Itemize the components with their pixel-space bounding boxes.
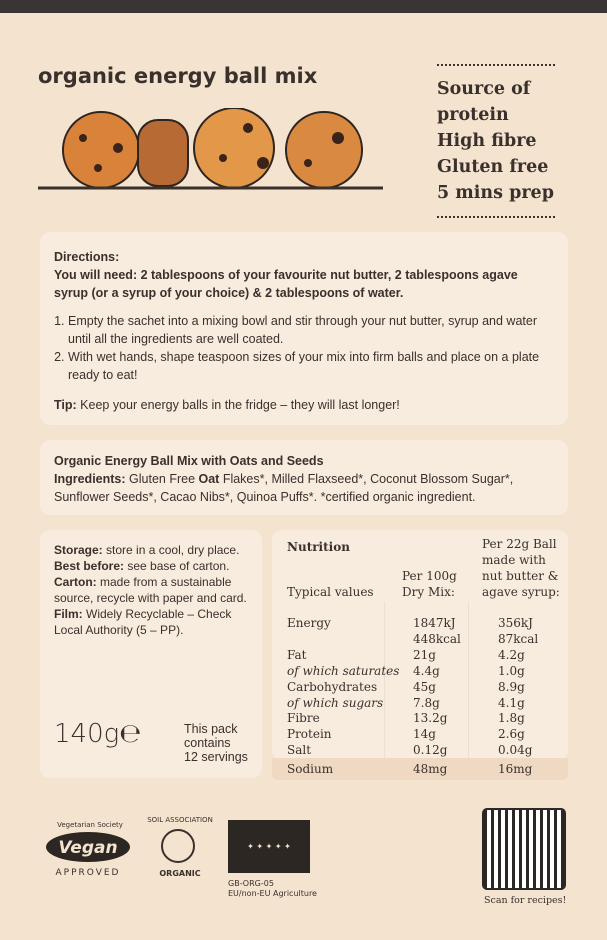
ingredients-text: [54, 470, 554, 506]
storage-line: [54, 542, 248, 558]
tip: [54, 396, 554, 414]
nutrient-label: Fibre: [287, 711, 320, 726]
ingredients-panel: [40, 440, 568, 515]
nutrient-label: of which saturates: [287, 663, 400, 678]
h: agave syrup:: [482, 585, 560, 599]
typical-values-label: Typical values: [287, 585, 374, 599]
eu-agriculture: EU/non-EU Agriculture: [228, 889, 317, 898]
h: Per 100g: [402, 569, 457, 583]
eu-organic-logo: [228, 820, 317, 899]
tip-label: Tip:: [54, 398, 77, 412]
vegan-logo-text: Vegetarian Society: [57, 821, 123, 829]
col1-header: [402, 568, 457, 600]
claim: High fibre: [437, 131, 537, 151]
eu-code: GB-ORG-05: [228, 879, 274, 888]
nutrient-value: 8.9g: [498, 679, 525, 694]
storage-line: [54, 574, 248, 606]
nutrient-value: 356kJ: [498, 616, 533, 630]
nutrient-value: 1.0g: [498, 663, 525, 678]
nutrient-value: 448kcal: [413, 631, 461, 646]
nutrient-value: 4.2g: [498, 647, 525, 662]
nutrient-value: 21g: [413, 647, 436, 662]
nutrient-label: Protein: [287, 727, 332, 742]
directions-panel: [40, 232, 568, 425]
net-weight: 140g℮: [54, 719, 142, 749]
divider: [384, 602, 385, 758]
text: Widely Recyclable – Check Local Authority (5 – PP).: [54, 607, 232, 637]
vegan-logo-text: Vegan: [58, 838, 118, 858]
ingredients-part: Flakes*, Milled Flaxseed*, Coconut Blossom Sugar*, Sunflower Seeds*, Cacao Nibs*, Quinoa Puffs*. *certified organic ingredient.: [54, 472, 514, 504]
energy-balls-illustration: [38, 108, 388, 192]
nutrient-label: of which sugars: [287, 695, 384, 710]
nutrition-table: [272, 530, 568, 776]
sodium-label: Sodium: [287, 762, 334, 776]
soil-association-logo: [145, 812, 215, 880]
nutrient-value: 87kcal: [498, 631, 539, 646]
nutrient-value: 4.4g: [413, 663, 440, 678]
pack-line: This pack: [184, 722, 238, 736]
sodium-per-ball: 16mg: [498, 762, 533, 776]
text: made from a sustainable source, recycle with paper and card.: [54, 575, 247, 605]
nutrient-label: Energy: [287, 616, 331, 630]
ingredients-part: Gluten Free: [125, 472, 199, 486]
nutrient-value: 4.1g: [498, 695, 525, 710]
pack-line: contains: [184, 736, 231, 750]
text: store in a cool, dry place.: [102, 543, 240, 557]
qr-caption: Scan for recipes!: [484, 895, 567, 906]
label: Carton:: [54, 575, 97, 589]
h: nut butter &: [482, 569, 559, 583]
ingredients-product: Organic Energy Ball Mix with Oats and Seeds: [54, 454, 324, 468]
ingredients-allergen: Oat: [198, 472, 220, 486]
nutrient-label: Fat: [287, 647, 307, 662]
text: see base of carton.: [124, 559, 230, 573]
soil-logo-text: SOIL ASSOCIATION: [147, 816, 213, 824]
step: 1. Empty the sachet into a mixing bowl and stir through your nut butter, syrup and water until all the ingredients are well coated.: [68, 312, 554, 348]
h: Dry Mix:: [402, 585, 455, 599]
storage-line: [54, 558, 248, 574]
top-bar: [0, 0, 607, 13]
storage-line: [54, 606, 248, 638]
claim: 5 mins prep: [437, 183, 554, 203]
directions-heading: Directions:: [54, 250, 120, 264]
claims-list: [437, 64, 555, 218]
storage-panel: [40, 530, 262, 778]
vegan-approved-logo: [42, 815, 137, 880]
nutrient-value: 45g: [413, 679, 436, 694]
step: 2. With wet hands, shape teaspoon sizes of your mix into firm balls and place on a plate ready to eat!: [68, 348, 554, 384]
nutrient-label: Carbohydrates: [287, 679, 378, 694]
label: Film:: [54, 607, 83, 621]
nutrient-value: 14g: [413, 727, 436, 742]
ingredients-label: Ingredients:: [54, 472, 126, 486]
label: Storage:: [54, 543, 103, 557]
nutrient-value: 1.8g: [498, 711, 525, 726]
nutrient-value: 1847kJ: [413, 616, 456, 630]
servings-info: [184, 722, 248, 764]
h: Per 22g Ball: [482, 537, 557, 551]
nutrient-value: 13.2g: [413, 711, 448, 726]
nutrient-value: 0.12g: [413, 743, 448, 758]
directions-need: You will need: 2 tablespoons of your favourite nut butter, 2 tablespoons agave syrup (or a syrup of your choice) & 2 tablespoons of water.: [54, 268, 518, 300]
product-title: organic energy ball mix: [38, 64, 318, 88]
eu-leaf-icon: ✦ ✦ ✦ ✦ ✦: [228, 820, 310, 873]
nutrient-value: 2.6g: [498, 727, 525, 742]
soil-logo-text: ORGANIC: [159, 869, 201, 878]
h: made with: [482, 553, 546, 567]
pack-line: 12 servings: [184, 750, 248, 764]
nutrient-label: Salt: [287, 743, 312, 758]
qr-code[interactable]: [482, 808, 566, 890]
vegan-logo-text: APPROVED: [55, 868, 121, 878]
nutrition-heading: Nutrition: [287, 540, 350, 554]
nutrient-value: 0.04g: [498, 743, 533, 758]
label: Best before:: [54, 559, 125, 573]
nutrient-value: 7.8g: [413, 695, 440, 710]
tip-text: Keep your energy balls in the fridge – they will last longer!: [76, 398, 400, 412]
claim: Source of protein: [437, 79, 531, 125]
divider: [468, 602, 469, 758]
claim: Gluten free: [437, 157, 549, 177]
sodium-per100g: 48mg: [413, 762, 448, 776]
col2-header: [482, 536, 560, 600]
